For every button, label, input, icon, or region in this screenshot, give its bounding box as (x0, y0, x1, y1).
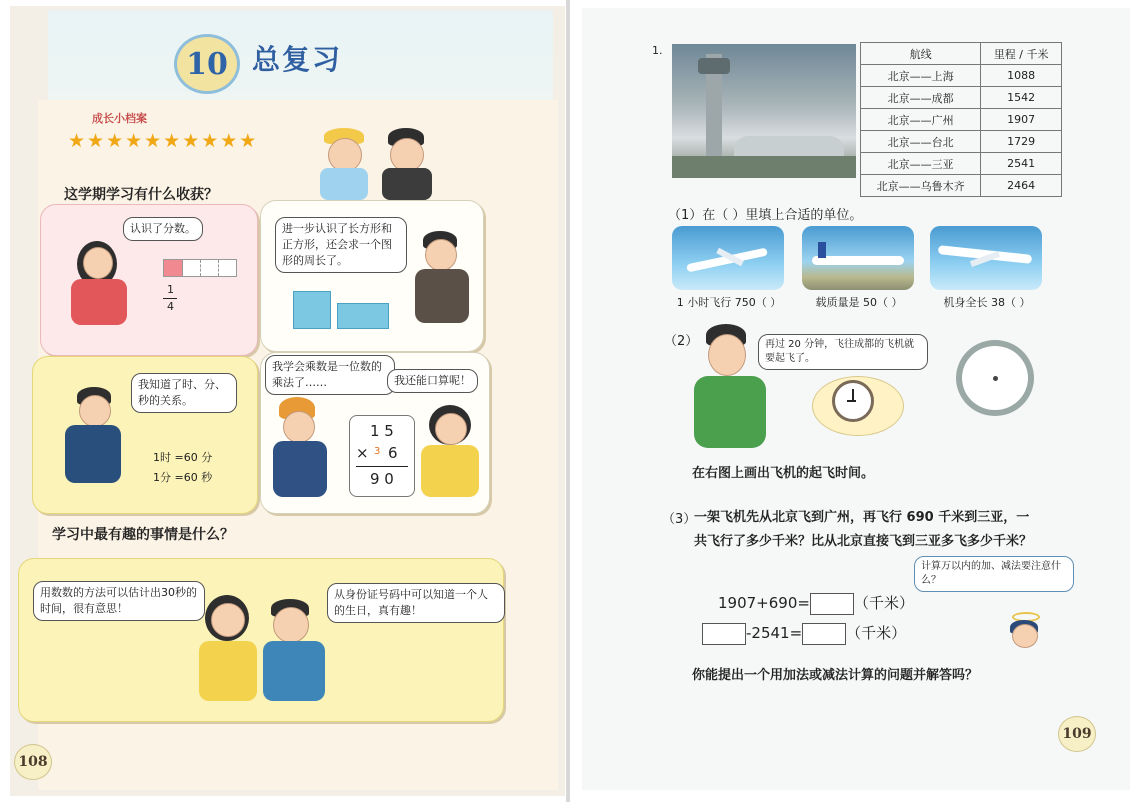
child-face (283, 411, 315, 443)
rectangle-shape (337, 303, 389, 329)
route-cell: 北京——台北 (861, 131, 981, 153)
route-cell: 北京——乌鲁木齐 (861, 175, 981, 197)
route-cell: 北京——三亚 (861, 153, 981, 175)
speech-bubble-counting: 用数数的方法可以估计出30秒的时间，很有意思！ (33, 581, 205, 621)
fraction-divider (182, 260, 183, 276)
distance-cell: 2541 (981, 153, 1062, 175)
table-row (861, 131, 1062, 153)
child-body (273, 441, 327, 497)
times-sign: × (356, 444, 369, 462)
part3-line2: 共飞行了多少千米？比从北京直接飞到三亚多飞多少千米？ (694, 534, 1033, 549)
blank-clock-face[interactable] (956, 340, 1034, 416)
page-number-right: 109 (1058, 716, 1096, 752)
multiplicand: 1 5 (370, 422, 394, 440)
part2-label: （2） (664, 334, 699, 349)
answer-box-1[interactable] (810, 593, 854, 615)
airport-photo (672, 44, 856, 178)
caption-speed: 1 小时飞行 750（ ） (676, 296, 782, 309)
speech-bubble-perimeter: 进一步认识了长方形和正方形，还会求一个图形的周长了。 (275, 217, 407, 273)
caption-length: 机身全长 38（ ） (943, 296, 1031, 309)
girl-body (71, 279, 127, 325)
book-gutter (566, 0, 570, 802)
table-row (861, 65, 1062, 87)
panel-perimeter (260, 200, 484, 352)
clock-center-dot (993, 376, 998, 381)
table-header-distance: 里程 / 千米 (981, 43, 1062, 65)
plane-tail (818, 242, 826, 258)
boy-green-sweater (694, 376, 766, 448)
part3-line1: 一架飞机先从北京飞到广州，再飞行 690 千米到三亚，一 (694, 510, 1030, 525)
route-cell: 北京——广州 (861, 109, 981, 131)
girl-body (421, 445, 479, 497)
terminal-building (734, 136, 844, 156)
panel-fraction (40, 204, 258, 356)
caption-load: 载质量是 50（ ） (815, 296, 903, 309)
distance-cell: 1729 (981, 131, 1062, 153)
panel-multiplication (260, 352, 490, 514)
table-row (861, 87, 1062, 109)
speech-bubble-mental-math: 我还能口算呢！ (387, 369, 478, 393)
distance-cell: 1907 (981, 109, 1062, 131)
plane-image-ground (802, 226, 914, 290)
fraction-bar (163, 259, 237, 277)
growth-file-label: 成长小档案 (92, 112, 147, 125)
question-fun: 学习中最有趣的事情是什么？ (52, 527, 234, 543)
equation-1-unit: （千米） (853, 594, 914, 612)
equation-1-expression: 1907+690= (718, 594, 810, 612)
part2-instruction: 在右图上画出飞机的起飞时间。 (692, 466, 875, 481)
chapter-title: 总复习 (252, 43, 343, 76)
tower-cab (698, 58, 730, 74)
item-number: 1. (652, 44, 663, 57)
chapter-number-badge: 10 (174, 34, 240, 94)
answer-box-3[interactable] (802, 623, 846, 645)
boy-face (273, 607, 309, 643)
equation-2-expression: -2541= (746, 624, 803, 642)
distance-cell: 1542 (981, 87, 1062, 109)
part3-label: （3） (662, 512, 697, 527)
table-header-row (861, 43, 1062, 65)
product: 9 0 (370, 470, 394, 488)
kids-illustration-top (316, 128, 436, 200)
table-header-route: 航线 (861, 43, 981, 65)
fraction-numerator: 1 (167, 283, 174, 296)
result-line (356, 466, 408, 467)
equation-2-unit: （千米） (846, 624, 907, 642)
distance-cell: 2464 (981, 175, 1062, 197)
carry-digit: 3 (374, 446, 381, 457)
angel-illustration (1004, 612, 1044, 650)
route-distance-table (860, 42, 1062, 197)
plane-image-side (930, 226, 1042, 290)
girl-body (199, 641, 257, 701)
speech-bubble-hint: 计算万以内的加、减法要注意什么？ (914, 556, 1074, 592)
fraction-divider (218, 260, 219, 276)
hour-minute-relation: 1时 =60 分 (153, 451, 213, 464)
panel-time (32, 356, 258, 514)
square-shape (293, 291, 331, 329)
girl-face (435, 413, 467, 445)
fraction-divider (200, 260, 201, 276)
part3-question: 你能提出一个用加法或减法计算的问题并解答吗？ (692, 668, 979, 683)
boy-body (263, 641, 325, 701)
girl-body (320, 168, 368, 200)
table-row (861, 109, 1062, 131)
multiplication-card (349, 415, 415, 497)
boy-body (415, 269, 469, 323)
panel-fun (18, 558, 504, 722)
speech-bubble-fraction: 认识了分数。 (123, 217, 203, 241)
star-rating: ★★★★★★★★★★ (68, 130, 259, 152)
table-row (861, 153, 1062, 175)
route-cell: 北京——成都 (861, 87, 981, 109)
table-row (861, 175, 1062, 197)
plane-image-flying (672, 226, 784, 290)
speech-bubble-id-card: 从身份证号码中可以知道一个人的生日，真有趣！ (327, 583, 505, 623)
clock-current-time-icon (832, 380, 874, 422)
part1-prompt: （1）在（ ）里填上合适的单位。 (668, 208, 863, 223)
boy-body (65, 425, 121, 483)
speech-bubble-multiplication: 我学会乘数是一位数的乘法了…… (265, 355, 395, 395)
multiplier: 6 (388, 444, 398, 462)
speech-bubble-departure: 再过 20 分钟，飞往成都的飞机就要起飞了。 (758, 334, 928, 370)
girl-face (328, 138, 362, 172)
clock-hour-hand (847, 400, 856, 402)
equation-2 (702, 622, 906, 645)
equation-1 (718, 592, 914, 615)
answer-box-2[interactable] (702, 623, 746, 645)
distance-cell: 1088 (981, 65, 1062, 87)
route-cell: 北京——上海 (861, 65, 981, 87)
boy-face (708, 334, 746, 376)
fraction-shaded-part (164, 260, 182, 276)
boy-face (390, 138, 424, 172)
boy-face (79, 395, 111, 427)
speech-bubble-time: 我知道了时、分、秒的关系。 (131, 373, 237, 413)
ground (672, 156, 856, 178)
fraction-line (163, 298, 177, 299)
question-gains: 这学期学习有什么收获？ (64, 187, 218, 203)
boy-face (425, 239, 457, 271)
minute-second-relation: 1分 =60 秒 (153, 471, 213, 484)
girl-face (211, 603, 245, 637)
fraction-denominator: 4 (167, 300, 174, 313)
boy-body (382, 168, 432, 200)
angel-face (1012, 624, 1038, 648)
page-number-left: 108 (14, 744, 52, 780)
girl-face (83, 247, 113, 279)
